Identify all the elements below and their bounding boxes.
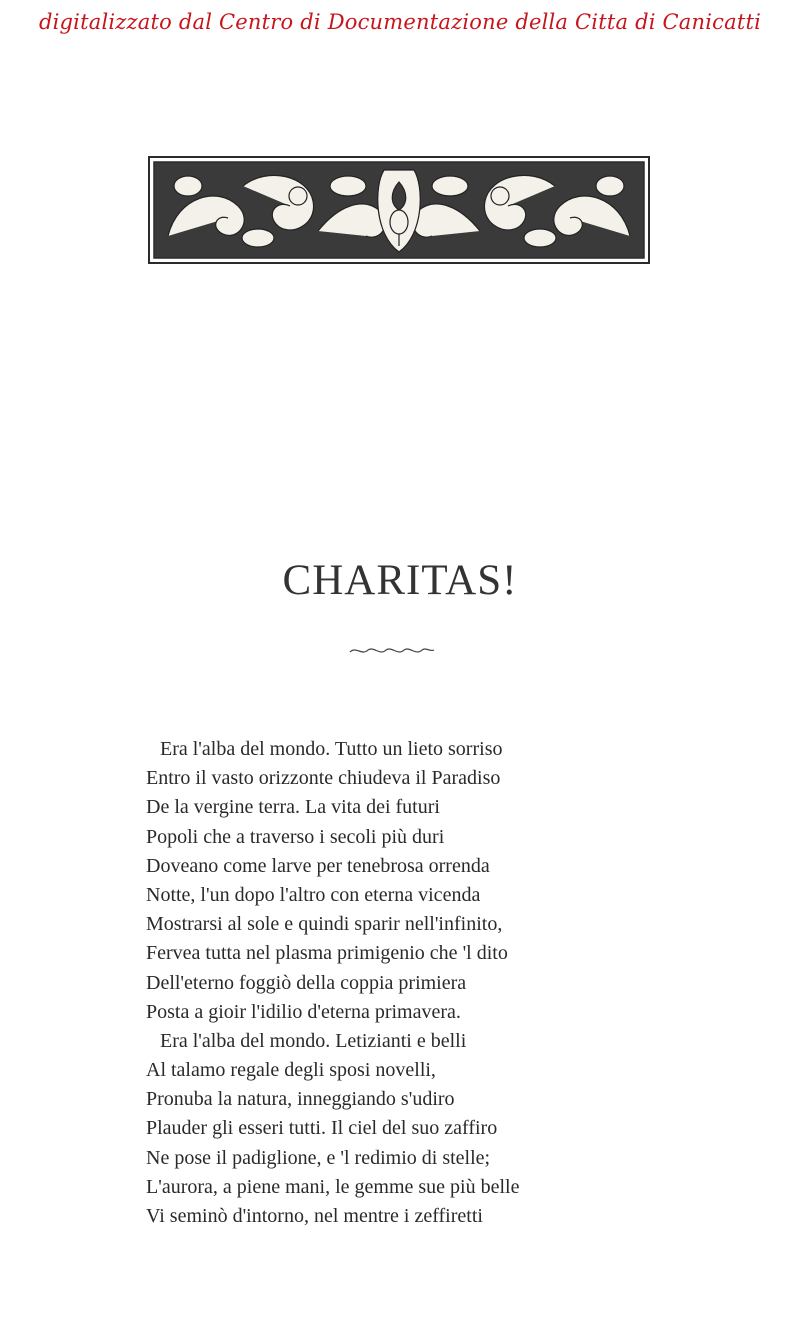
poem-line: Entro il vasto orizzonte chiudeva il Paradiso [146,767,501,790]
poem-line: Popoli che a traverso i secoli più duri [146,825,445,848]
poem-line: Posta a gioir l'idilio d'eterna primavera. [146,1000,461,1023]
poem-body [146,735,606,1231]
poem-line: Fervea tutta nel plasma primigenio che 'l dito [146,942,508,965]
poem-line: Vi seminò d'intorno, nel mentre i zeffiretti [146,1205,483,1227]
poem-line: Pronuba la natura, inneggiando s'udiro [146,1088,455,1111]
poem-line: Al talamo regale degli sposi novelli, [146,1059,436,1082]
poem-line: Plauder gli esseri tutti. Il ciel del suo zaffiro [146,1117,498,1140]
wavy-line-flourish-icon [348,644,436,658]
watermark-text: digitalizzato dal Centro di Documentazione della Citta di Canicatti [38,10,762,34]
poem-line: Dell'eterno foggiò della coppia primiera [146,971,467,994]
poem-line: Era l'alba del mondo. Letizianti e belli [160,1029,467,1052]
poem-line: De la vergine terra. La vita dei futuri [146,796,440,819]
floral-scroll-ornament-icon [148,156,650,264]
poem-line: Mostrarsi al sole e quindi sparir nell'infinito, [146,913,503,936]
poem-line: Notte, l'un dopo l'altro con eterna vicenda [146,883,481,906]
poem-line: Era l'alba del mondo. Tutto un lieto sorriso [160,738,503,760]
poem-line: Ne pose il padiglione, e 'l redimio di stelle; [146,1146,491,1169]
page-title: CHARITAS! [282,557,518,604]
floral-ornament-headpiece [148,156,650,264]
poem-line: Doveano come larve per tenebrosa orrenda [146,854,490,877]
poem-line: L'aurora, a piene mani, le gemme sue più belle [146,1175,520,1198]
